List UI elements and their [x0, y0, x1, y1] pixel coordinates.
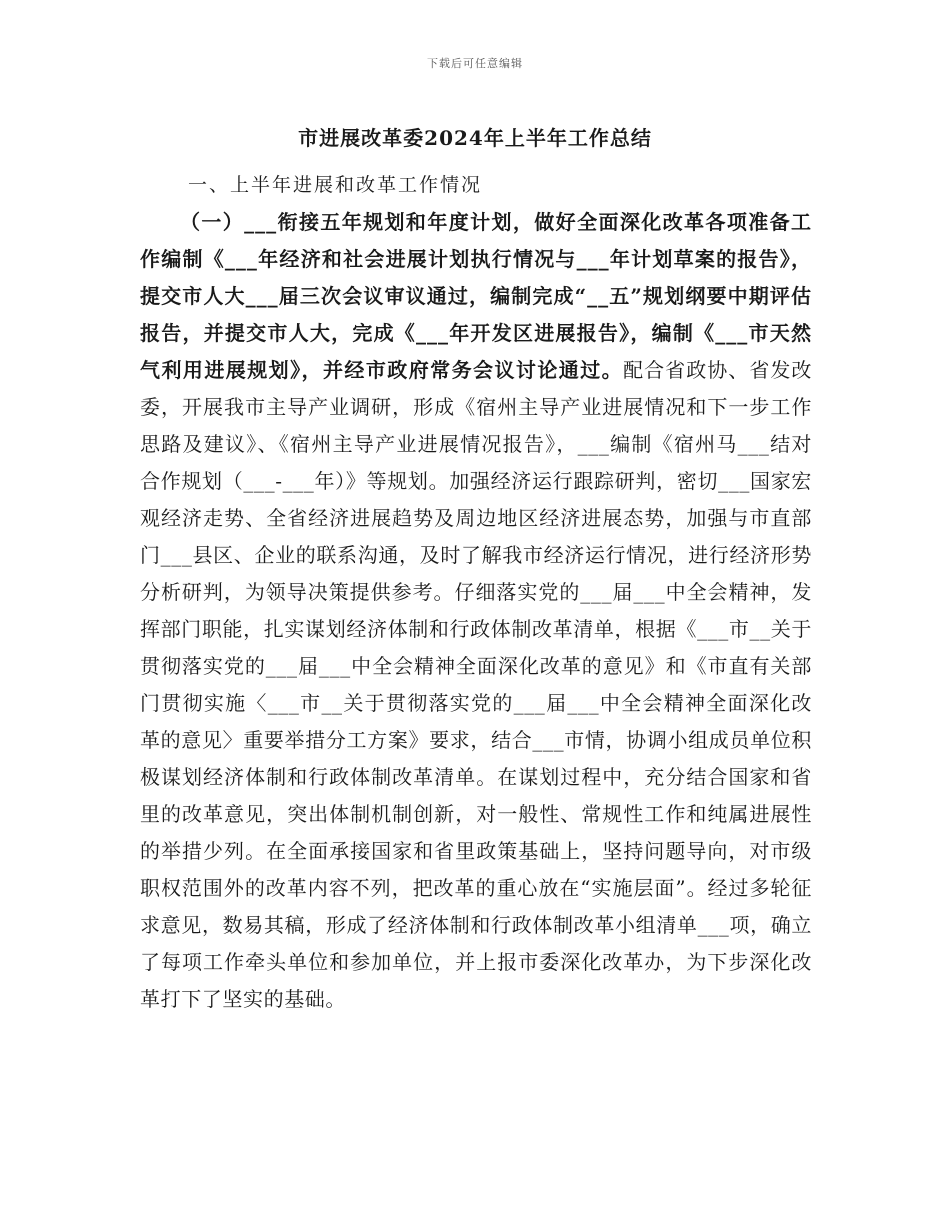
- paragraph-body: 配合省政协、省发改委，开展我市主导产业调研，形成《宿州主导产业进展情况和下一步工作思路及建议》、《宿州主导产业进展情况报告》，___编制《宿州马___结对合作规划（___-___年）》等规划。加强经济运行跟踪研判，密切___国家宏观经济走势、全省经济进展趋势及周边地区经济进展态势，加强与市直部门___县区、企业的联系沟通，及时了解我市经济运行情况，进行经济形势分析研判，为领导决策提供参考。仔细落实党的___届___中全会精神，发挥部门职能，扎实谋划经济体制和行政体制改革清单，根据《___市__关于贯彻落实党的___届___中全会精神全面深化改革的意见》和《市直有关部门贯彻实施〈___市__关于贯彻落实党的___届___中全会精神全面深化改革的意见〉重要举措分工方案》要求，结合___市情，协调小组成员单位积极谋划经济体制和行政体制改革清单。在谋划过程中，充分结合国家和省里的改革意见，突出体制机制创新，对一般性、常规性工作和纯属进展性的举措少列。在全面承接国家和省里政策基础上，坚持问题导向，对市级职权范围外的改革内容不列，把改革的重心放在“实施层面”。经过多轮征求意见，数易其稿，形成了经济体制和行政体制改革小组清单___项，确立了每项工作牵头单位和参加单位，并上报市委深化改革办，为下步深化改革打下了坚实的基础。: [140, 358, 813, 1011]
- document-title: 市进展改革委2024年上半年工作总结: [298, 126, 652, 150]
- paragraph-bold-lead: （一）___衔接五年规划和年度计划，做好全面深化改革各项准备工作编制《___年经济和社会进展计划执行情况与___年计划草案的报告》，提交市人大___届三次会议审议通过，编制完成“__五”规划纲要中期评估报告，并提交市人大，完成《___年开发区进展报告》，编制《___市天然气利用进展规划》，并经市政府常务会议讨论通过。: [140, 210, 812, 382]
- header-note: 下载后可任意编辑: [427, 57, 523, 70]
- body-paragraph: [140, 204, 812, 1018]
- section-heading: 一、上半年进展和改革工作情况: [188, 174, 483, 196]
